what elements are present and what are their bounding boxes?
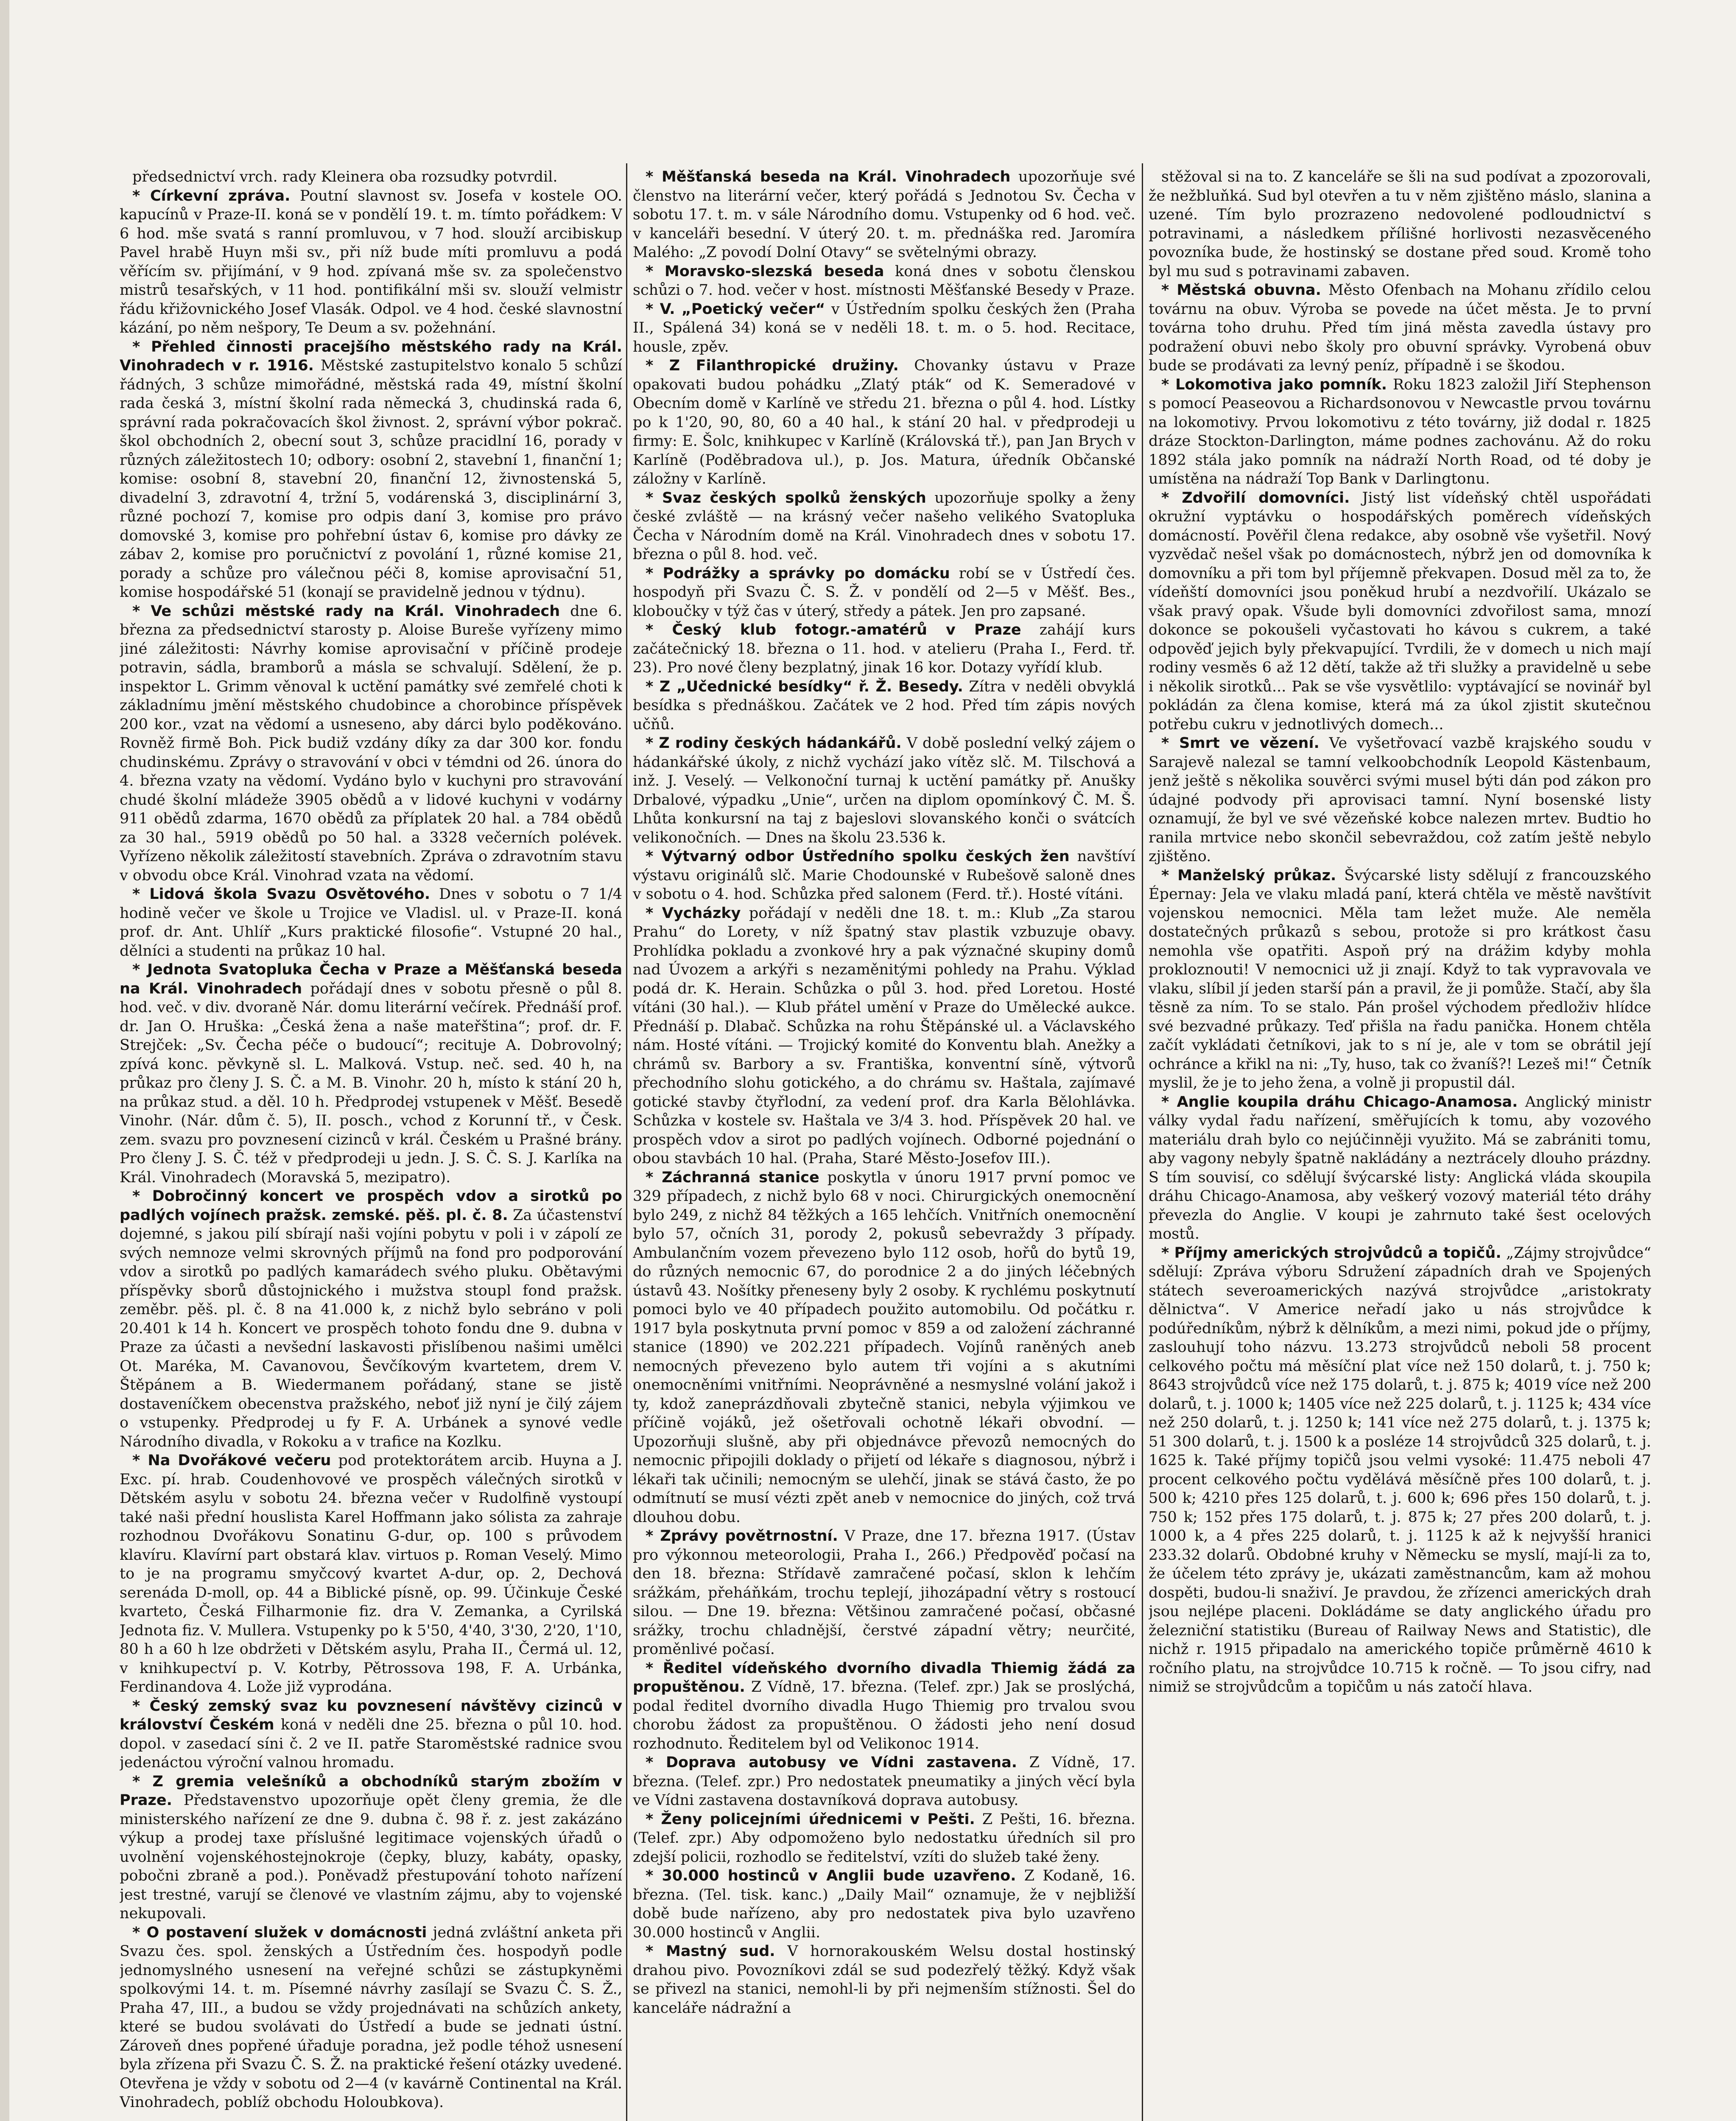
article-headline: * Církevní zpráva.: [132, 187, 290, 204]
article-paragraph: [120, 885, 622, 960]
article-text: pod protektorátem arcib. Huyna a J. Exc. pí. hrab. Coudenhovové ve prospěch válečných sirotků v Dětském asylu v sobotu 24. března večer v Rudolfině vystoupí také naši přední houslista Karel Hoffmann jako sólista za zahraje rozhodnou Dvořákovu Sonatinu G-dur, op. 100 s průvodem klavíru. Klavírní part obstará klav. virtuos p. Roman Veselý. Mimo to je na programu smyčcový kvartet A-dur, op. 2, Dechová serenáda D-moll, op. 44 a Biblické písně, op. 99. Účinkuje České kvarteto, Česká Filharmonie fiz. dra V. Zemanka, a Cyrilská Jednota fiz. V. Mullera. Vstupenky po k 5'50, 4'40, 3'30, 2'20, 1'10, 80 h a 60 h lze obdržeti v Dětském asylu, Praha II., Čermá ul. 12, v knihkupectví p. V. Kotrby, Pětrossova 198, F. A. Urbánka, Ferdinandova 4. Lože již vyprodána.: [120, 1452, 622, 1696]
article-headline: * Zprávy povětrnostní.: [646, 1528, 838, 1545]
article-text: Jistý list vídeňský chtěl uspořádati okružní vyptávku o hospodářských poměrech vídeňských domácností. Pověřil člena redakce, aby osobně vše vyšetřil. Nový vyzvědač nešel však po domácnostech, nýbrž jen od domovníka k domovníku a při tom byl příjemně překvapen. Dosud měl za to, že vídeňští domovníci jsou poněkud hrubí a nezdvořilí. Ukázalo se však pravý opak. Všude byli domovníci zdvořilost sama, mnozí dokonce se pokoušeli vyčastovati ho kávou s cukrem, a také odpověď jejich byly překvapující. Tvrdili, že v domech u nich mají rodiny vesměs 6 až 12 dětí, takže až tři služky a pravidelně u sebe i několik sirotků... Pak se vše vysvětlilo: vyptávající se novinář byl pokládán za člena komise, která má za úkol zjistit skutečnou potřebu cukru v jednotlivých domech...: [1149, 489, 1651, 733]
article-headline: * Ve schůzi městské rady na Král. Vinohradech: [132, 603, 560, 620]
article-paragraph: [120, 1697, 622, 1772]
article-paragraph: [633, 262, 1135, 300]
article-paragraph: [633, 847, 1135, 904]
article-text: Chovanky ústavu v Praze opakovati budou pohádku „Zlatý pták“ od K. Semeradové v Obecním domě v Karlíně ve středu 21. března o půl 4. hod. Lístky po k 1'20, 90, 80, 60 a 40 hal., k stání 20 hal. v předprodeji u firmy: E. Šolc, knihkupec v Karlíně (Královská tř.), pan Jan Brych v Karlíně (Poděbradova ul.), p. Jos. Matura, úředník Občanské záložny v Karlíně.: [633, 357, 1135, 487]
article-text: Anglický ministr války vydal řadu nařízení, směřujících k tomu, aby vozového materiálu drah bylo co nejúčinněji využito. Má se zabrániti tomu, aby vagony nebyly špatně nakládány a neztrácely dlouho prázdny. S tím souvisí, co sdělují švýcarské listy: Anglická vláda skoupila dráhu Chicago-Anamosa, aby veškerý vozový materiál této dráhy převezla do Anglie. V koupi je zahrnuto také šest ocelových mostů.: [1149, 1093, 1651, 1242]
scan-edge: [0, 0, 9, 2121]
article-text: koná dnes v sobotu členskou schůzi o 7. hod. večer v host. místnosti Měšťanské Besedy v Praze.: [633, 263, 1135, 299]
article-headline: * Příjmy amerických strojvůdců a topičů.: [1161, 1245, 1501, 1262]
article-headline: * Ženy policejními úřednicemi v Pešti.: [646, 1811, 975, 1828]
article-paragraph: [120, 1772, 622, 1923]
article-text: pořádají v neděli dne 18. t. m.: Klub „Za starou Prahu“ do Lorety, v níž špatný stav plastik vzbuzuje obavy. Prohlídka pokladu a zvonkové hry a pak význačné skupiny domů nad Úvozem a arkýři s nezaměnitými pohledy na Prahu. Výklad podá dr. K. Herain. Schůzka o půl 3. hod. před Loretou. Hosté vítáni (30 hal.). — Klub přátel umění v Praze do Umělecké aukce. Přednáší p. Dlabač. Schůzka na rohu Štěpánské ul. a Václavského nám. Hosté vítáni. — Trojický komité do Konventu blah. Anežky a chrámů sv. Barbory a sv. Františka, konventní síně, výtvorů přechodního slohu gotického, a do chrámu sv. Haštala, zajímavé gotické stavby čtyřlodní, za vedení prof. dra Karla Bělohlávka. Schůzka v kostele sv. Haštala ve 3/4 3. hod. Příspěvek 20 hal. ve prospěch vdov a sirot po padlých vojínech. Odborné pojednání o obou stavbách 10 hal. (Praha, Staré Město-Josefov III.).: [633, 904, 1135, 1167]
article-headline: * V. „Poetický večer“: [646, 301, 825, 318]
article-text: upozorňuje spolky a ženy české zvláště — na krásný večer našeho velikého Svatopluka Čecha v Národním domě na Král. Vinohradech dnes v sobotu 17. března o půl 8. hod. več.: [633, 489, 1135, 563]
article-paragraph: [1149, 866, 1651, 1093]
article-headline: * Smrt ve vězení.: [1161, 735, 1319, 752]
article-text: stěžoval si na to. Z kanceláře se šli na sud podívat a zpozorovali, že nežbluňká. Sud byl otevřen a tu v něm zjištěno máslo, slanina a uzené. Tím bylo prozrazeno nedovolené podloudnictví s potravinami, a následkem přílišné horlivosti nezasvěceného povozníka bude, že hostinský se dostane před soud. Kromě toho byl mu sud s potravinami zabaven.: [1149, 168, 1651, 280]
article-paragraph: [633, 1168, 1135, 1527]
article-headline: * Svaz českých spolků ženských: [646, 490, 926, 506]
article-paragraph: [633, 489, 1135, 564]
article-headline: * Zdvořilí domovníci.: [1161, 490, 1350, 506]
article-paragraph: [120, 960, 622, 1187]
article-paragraph: [1149, 281, 1651, 375]
article-headline: * Z rodiny českých hádankářů.: [646, 735, 902, 752]
article-headline: * Výtvarný odbor Ústředního spolku českých žen: [646, 848, 1070, 865]
article-paragraph: [1149, 1244, 1651, 1697]
article-paragraph: [120, 602, 622, 885]
article-headline: * Z Filanthropické družiny.: [646, 357, 899, 374]
article-headline: * Přehled činnosti pracejšího městského rady na Král. Vinohradech v r. 1916.: [120, 339, 622, 375]
article-headline: * Městská obuvna.: [1161, 282, 1321, 299]
article-paragraph: [120, 1451, 622, 1697]
article-headline: * O postavení služek v domácnosti: [132, 1924, 427, 1941]
article-paragraph: [633, 904, 1135, 1168]
article-text: Z Vídně, 17. března. (Telef. zpr.) Pro nedostatek pneumatiky a jiných věcí byla ve Vídni zastavena dostavníková doprava autobusy.: [633, 1754, 1135, 1809]
article-headline: * Anglie koupila dráhu Chicago-Anamosa.: [1161, 1094, 1518, 1111]
article-headline: * Podrážky a správky po domácku: [646, 565, 950, 582]
article-text: „Zájmy strojvůdce“ sdělují: Zpráva výboru Sdružení západních drah ve Spojených státech severoamerických nazývá strojvůdce „aristokraty dělnictva“. V Americe neřadí jako u nás strojvůdce k podúředníkům, nýbrž k dělníkům, a mezi nimi, pokud jde o příjmy, zaslouhují toho názvu. 13.273 strojvůdců neboli 58 procent celkového počtu má měsíční plat více než 150 dolarů, t. j. 750 k; 8643 strojvůdců více než 175 dolarů, t. j. 875 k; 4019 více než 200 dolarů, t. j. 1000 k; 1405 více než 225 dolarů, t. j. 1125 k; 434 více než 250 dolarů, t. j. 1250 k; 141 více než 275 dolarů, t. j. 1375 k; 51 300 dolarů, t. j. 1500 k a posléze 14 strojvůdců 325 dolarů, t. j. 1625 k. Také příjmy topičů jsou velmi vysoké: 11.475 neboli 47 procent celkového počtu vydělává měsíčně přes 100 dolarů, t. j. 500 k; 4210 přes 125 dolarů, t. j. 600 k; 696 přes 150 dolarů, t. j. 750 k; 152 přes 175 dolarů, t. j. 875 k; 27 přes 200 dolarů, t. j. 1000 k, a 4 přes 225 dolarů, t. j. 1125 k až k nejvyšší hranici 233.32 dolarů. Obdobné kruhy v Německu se myslí, mají-li za to, že účelem této zprávy je, ukázati zaměstnancům, kam až mohou dospěti, budou-li snaživí. Je pravdou, že zřízenci amerických drah jsou nejlépe placeni. Dokládáme se daty anglického úřadu pro železniční statistiku (Bureau of Railway News and Statistic), dle nichž r. 1915 připadalo na amerického topiče průměrně 4610 k ročního platu, na strojvůdce 10.715 k ročně. — To jsou cifry, nad nimiž se strojvůdcům a topičům u nás zatočí hlava.: [1149, 1244, 1651, 1696]
article-headline: * Z gremia velešníků a obchodníků starým zbožím v Praze.: [120, 1773, 622, 1809]
article-headline: * Měšťanská beseda na Král. Vinohradech: [646, 168, 1010, 185]
article-text: Dnes v sobotu o 7 1/4 hodině večer ve škole u Trojice ve Vladisl. ul. v Praze-II. koná prof. dr. Ant. Uhlíř „Kurs praktické filosofie“. Vstupné 20 hal., dělníci a studenti na průkaz 10 hal.: [120, 886, 622, 960]
article-text: V hornorakouském Welsu dostal hostinský drahou pivo. Povozníkovi zdál se sud podezřelý těžký. Když však se přivezl na stanici, nemohl-li by při nejmenším stížnosti. Šel do kanceláře nádražní a: [633, 1943, 1135, 2017]
article-headline: * Lidová škola Svazu Osvětového.: [132, 886, 430, 903]
article-text: navštíví výstavu originálů slč. Marie Chodounské v Rubešově saloně dnes v sobotu o 4. hod. Schůzka před salonem (Ferd. tř.). Hosté vítáni.: [633, 848, 1135, 903]
column-1: [120, 168, 622, 2121]
article-text: Švýcarské listy sdělují z francouzského Épernay: Jela ve vlaku mladá paní, která chtěla ve městě navštívit vojenskou nemocnici. Měla tam ležet muže. Ale neměla dostatečných průkazů s sebou, protože si pro krátkost času nemohla vše opatřiti. Aspoň prý na drážim kdyby mohla prokloznouti! V nemocnici už ji znají. Když to tak vypravovala ve vlaku, slíbil jí jeden starší pán a pravil, že ji pomůže. Stačí, aby šla těsně za ním. To se stalo. Pán prošel východem předloživ hlídce své bezvadné průkazy. Teď přišla na řadu panička. Honem chtěla začít vykládati četníkovi, jak to s ní je, ale v tom se obrátil její ochránce a křikl na ni: „Ty, huso, tak co žvaníš?! Lezeš mi!“ Četník myslil, že je to jeho žena, a volně ji propustil dál.: [1149, 867, 1651, 1091]
article-text: v Ústředním spolku českých žen (Praha II., Spálená 34) koná se v neděli 18. t. m. o 5. hod. Recitace, housle, zpěv.: [633, 300, 1135, 355]
article-headline: * Moravsko-slezská beseda: [646, 263, 884, 280]
article-text: koná v neděli dne 25. března o půl 10. hod. dopol. v zasedací síni č. 2 ve II. patře Staroměstské radnice svou jedenáctou výroční valnou hromadu.: [120, 1716, 622, 1771]
article-headline: * Lokomotiva jako pomník.: [1161, 376, 1387, 393]
article-paragraph: [633, 677, 1135, 734]
article-paragraph: [633, 356, 1135, 489]
article-paragraph: [633, 1942, 1135, 2017]
article-paragraph: [1149, 1093, 1651, 1244]
article-headline: * Český zemský svaz ku povznesení návštěvy cizinců v království Českém: [120, 1698, 622, 1734]
article-paragraph: [120, 1923, 622, 2112]
article-text: předsednictví vrch. rady Kleinera oba rozsudky potvrdil.: [132, 168, 558, 185]
article-headline: * Jednota Svatopluka Čecha v Praze a Měšťanská beseda na Král. Vinohradech: [120, 961, 622, 997]
article-text: poskytla v únoru 1917 první pomoc ve 329 případech, z nichž bylo 68 v noci. Chirurgických onemocnění bylo 249, z nichž 84 těžkých a 165 lehčích. Vnitřních onemocnění bylo 57, očních 31, porody 2, pokusů sebevraždy 3 případy. Ambulančním vozem převezeno bylo 112 osob, hořů do bytů 19, do různých nemocnic 67, do porodnice 2 a do jiných léčebných ústavů 43. Nošítky přeneseny byly 2 osoby. K rychlému poskytnutí pomoci bylo ve 40 případech použito automobilu. Od počátku r. 1917 byla poskytnuta první pomoc v 859 a od založení záchranné stanice (1890) ve 202.221 případech. Vojínů raněných aneb nemocných převezeno bylo autem tři vojíni a s akutními onemocněními vnitřními. Neoprávněné a nesmyslné volání jakož i ty, kdož zaneprázdňovali zbytečně stanici, nebyla výjimkou ve příčině vojáků, jež ošetřovali ochotně lékaři obvodní. — Upozorňuji slušně, aby při objednávce převozů nemocných do nemocnic připojili doklady o přijetí od lékaře s diagnosou, nýbrž i lékaři tak učinili; nemocným se ulehčí, jinak se stává často, že po odmítnutí se musí vézti zpět aneb v nemocnice do jiných, což trvá dlouhou dobu.: [633, 1169, 1135, 1526]
article-paragraph: [120, 168, 622, 187]
article-paragraph: [1149, 375, 1651, 489]
article-paragraph: [120, 338, 622, 602]
article-text: V Praze, dne 17. března 1917. (Ústav pro výkonnou meteorologii, Praha I., 266.) Předpověď počasí na den 18. března: Střídavě zamračené počasí, sklon k lehčím srážkám, přeháňkám, trochu teplejí, jihozápadní větry s rostoucí silou. — Dne 19. března: Většinou zamračené počasí, občasné srážky, trochu chladnější, čerstvé západní větry; neurčité, proměnlivé počasí.: [633, 1528, 1135, 1658]
article-paragraph: [633, 300, 1135, 357]
article-headline: * Na Dvořákové večeru: [132, 1452, 331, 1469]
column-2: [633, 168, 1135, 2121]
article-headline: * Z „Učednické besídky“ ř. Ž. Besedy.: [646, 678, 963, 695]
article-headline: * 30.000 hostinců v Anglii bude uzavřeno.: [646, 1867, 1016, 1884]
article-paragraph: [1149, 489, 1651, 734]
article-paragraph: [633, 1810, 1135, 1867]
article-paragraph: [633, 1659, 1135, 1754]
article-paragraph: [633, 621, 1135, 677]
article-paragraph: [1149, 734, 1651, 866]
article-paragraph: [120, 1187, 622, 1451]
article-text: Městské zastupitelstvo konalo 5 schůzí řádných, 3 schůze mimořádné, městská rada 49, místní školní rada česká 3, místní školní rada německá 3, chudinská rada 6, správní rada pokračovacích škol živnost. 2, správní výbor pokrač. škol obchodních 2, obecní sout 3, schůze pracidlní 16, porady v různých záležitostech 10; odbory: osobní 2, stavební 1, finanční 1; komise: osobní 8, stavební 20, finanční 12, živnostenská 5, divadelní 3, zdravotní 4, tržní 5, vodárenská 3, disciplinární 3, různé pochozí 7, komise pro odpis daní 3, komise pro právo domovské 3, komise pro pohřební ústav 6, komise pro dávky ze zábav 2, komise pro poručnictví z povolání 1, různé komise 21, porady a schůze pro válečnou péči 8, komise aprovisační 51, komise hospodářské 51 (konají se pravidelně jednou v týdnu).: [120, 357, 622, 601]
column-3: [1149, 168, 1651, 2121]
article-text: upozorňuje své členstvo na literární večer, který pořádá s Jednotou Sv. Čecha v sobotu 17. t. m. v sále Národního domu. Vstupenky od 6 hod. več. v kanceláři besední. V úterý 20. t. m. přednáška red. Jaromíra Malého: „Z povodí Dolní Otavy“ se světelnými obrazy.: [633, 168, 1135, 261]
article-headline: * Doprava autobusy ve Vídni zastavena.: [646, 1754, 1017, 1771]
article-headline: * Ředitel vídeňského dvorního divadla Thiemig žádá za propuštěnou.: [633, 1660, 1135, 1696]
article-text: Z Vídně, 17. března. (Telef. zpr.) Jak se proslýchá, podal ředitel dvorního divadla Hugo Thiemig pro trvalou svou chorobu žádost za propuštěnou. O žádosti jeho není dosud rozhodnuto. Ředitelem byl od Velikonoc 1914.: [633, 1679, 1135, 1752]
article-headline: * Manželský průkaz.: [1161, 867, 1336, 884]
article-paragraph: [633, 168, 1135, 262]
article-text: zahájí kurs začátečnický 18. března o 11. hod. v atelieru (Praha I., Ferd. tř. 23). Pro nové členy bezplatný, jinak 16 kor. Dotazy vyřídí klub.: [633, 621, 1135, 676]
article-paragraph: [633, 1527, 1135, 1659]
article-text: jedná zvláštní anketa při Svazu čes. spol. ženských a Ústředním čes. hospodyň podle jednomyslného usnesení na veřejné schůzi se zástupkyněmi spolkovými 14. t. m. Písemné návrhy zasílají se Svazu Č. S. Ž., Praha 47, III., a budou se vždy projednávati na schůzích ankety, které se budou svolávati do Ústředí a bude se jednati ústní. Zároveň dnes popřené úřaduje poradna, jež podle téhož usnesení byla zřízena při Svazu Č. S. Ž. na praktické řešení otázky uvedené. Otevřena je vždy v sobotu od 2—4 (v kavárně Continental na Král. Vinohradech, poblíž obchodu Holoubkova).: [120, 1924, 622, 2111]
article-text: Z Pešti, 16. března. (Telef. zpr.) Aby odpomoženo bylo nedostatku úředních sil pro zdejší policii, rozhodlo se ředitelství, vzíti do služeb také ženy.: [633, 1810, 1135, 1866]
article-paragraph: [633, 1866, 1135, 1942]
article-headline: * Záchranná stanice: [646, 1169, 819, 1186]
article-text: Město Ofenbach na Mohanu zřídilo celou továrnu na obuv. Výroba se povede na účet města. Je to první továrna toho druhu. Před tím jiná města zavedla ústavy pro podražení obuvi nebo školy pro obuvní správky. Vyrobená obuv bude se prodávati za levný peníz, případně i se škodou.: [1149, 282, 1651, 374]
article-headline: * Vycházky: [646, 905, 741, 922]
article-headline: * Mastný sud.: [646, 1943, 775, 1960]
column-rule: [1142, 163, 1143, 2121]
article-text: V době poslední velký zájem o hádankářské úkoly, z nichž vychází jako vítěz slč. M. Tilschová a inž. J. Veselý. — Velkonoční turnaj k uctění památky př. Anušky Drbalové, výpadku „Unie“, určen na diplom opomínkový Č. M. Š. Lhůta konkursní na taj z bajeslovi slovanského konči o svátcích velikonočních. — Dnes na školu 23.536 k.: [633, 735, 1135, 846]
article-paragraph: [1149, 168, 1651, 281]
article-paragraph: [633, 734, 1135, 847]
article-text: pořádají dnes v sobotu přesně o půl 8. hod. več. v div. dvoraně Nár. domu literární večírek. Přednáší prof. dr. Jan O. Hruška: „Česká žena a naše mateřština“; prof. dr. F. Strejček: „Sv. Čecha péče o budoucí“; recituje A. Dobrovolný; zpívá konc. pěvkyně sl. L. Malková. Vstup. neč. sed. 40 h, na průkaz pro členy J. S. Č. a M. B. Vinohr. 20 h, místo k stání 20 h, na průkaz stud. a děl. 10 h. Předprodej vstupenek v Měšť. Besedě Vinohr. (Nár. dům č. 5), II. posch., vchod z Korunní tř., v Česk. zem. svazu pro povznesení cizinců v král. Českém u Prašné brány. Pro členy J. S. Č. též v předprodeji u jedn. J. S. Č. S. J. Karlíka na Král. Vinohradech (Moravská 5, mezipatro).: [120, 980, 622, 1186]
article-text: Představenstvo upozorňuje opět členy gremia, že dle ministerského nařízení ze dne 9. dubna č. 98 ř. z. jest zakázáno výkup a prodej taxe příslušné legitimace vojenských úřadů o uvolnění vojenskéhostejnokroje (čepky, bluzy, kabáty, opasky, pobočni zbraně a pod.). Poněvadž přestupování tohoto nařízení jest trestné, varují se členové ve vlastním zájmu, aby to vojenské nekupovali.: [120, 1792, 622, 1922]
column-rule: [626, 163, 627, 2121]
article-text: Z Kodaně, 16. března. (Tel. tisk. kanc.) „Daily Mail“ oznamuje, že v nejbližší době bude nařízeno, aby pro nedostatek piva bylo uzavřeno 30.000 hostinců v Anglii.: [633, 1867, 1135, 1941]
article-paragraph: [120, 187, 622, 338]
article-text: dne 6. března za předsednictví starosty p. Aloise Bureše vyřízeny mimo jiné záležitosti: Návrhy komise aprovisační v příčině prodeje potravin, sádla, bramborů a másla se schvalují. Sdělení, že p. inspektor L. Grimm věnoval k uctění památky své zemřelé choti k základnímu jmění městského chudobince a chorobince příspěvek 200 kor., vzat na vědomí a usneseno, aby dárci bylo poděkováno. Rovněž firmě Boh. Pick budiž vzdány díky za dar 300 kor. fondu chudinskému. Zprávy o stravování v obci v témdni od 26. února do 4. března vzaty na vědomí. Vydáno bylo v kuchyni pro stravování chudé školní mládeže 3905 obědů a v lidové kuchyni v vodárny 911 obědů zdarma, 1670 obědů za příplatek 20 hal. a 784 obědů za 30 hal., 5919 obědů po 50 hal. a 3328 večerních polévek. Vyřízeno několik záležitostí stavebních. Zpráva o zdravotním stavu v obvodu obce Král. Vinohrad vzata na vědomí.: [120, 602, 622, 884]
article-text: Ve vyšetřovací vazbě krajského soudu v Sarajevě nalezal se tamní velkoobchodník Leopold Kästenbaum, jenž ještě s několika souvěrci svými musel býti dán pod zákon pro údajné podvody při aprovisaci tamní. Nyní bosenské listy oznamují, že byl ve své vězeňské kobce nalezen mrtev. Budtio ho ranila mrtvice nebo skončil sebevraždou, což zatím ještě nebylo zjištěno.: [1149, 735, 1651, 865]
article-paragraph: [633, 564, 1135, 621]
article-headline: * Český klub fotogr.-amatérů v Praze: [646, 621, 1021, 638]
article-text: robí se v Ústředí čes. hospodyň při Svazu Č. S. Ž. v pondělí od 2—5 v Měšť. Bes., kloboučky v týž čas v úterý, středy a pátek. Jen pro zapsané.: [633, 565, 1135, 620]
article-headline: * Dobročinný koncert ve prospěch vdov a sirotků po padlých vojínech pražsk. zemské. pěš. pl. č. 8.: [120, 1188, 622, 1224]
article-text: Zítra v neděli obvyklá besídka s přednáškou. Začátek ve 2 hod. Před tím zápis nových učňů.: [633, 678, 1135, 733]
article-text: Poutní slavnost sv. Josefa v kostele OO. kapucínů v Praze-II. koná se v pondělí 19. t. m. tímto pořádkem: V 6 hod. mše svatá s ranní promluvou, v 7 hod. slouží arcibiskup Pavel hrabě Huyn mši sv., při níž bude míti promluvu a podá věřícím sv. přijímání, v 9 hod. zpívaná mše sv. za společenstvo mistrů tesařských, v 11 hod. pontifikální mši sv. slouží velmistr řádu křižovnického Josef Vlasák. Odpol. ve 4 hod. české slavnostní kázání, po něm nešpory, Te Deum a sv. požehnání.: [120, 187, 622, 336]
article-paragraph: [633, 1753, 1135, 1810]
article-text: Za účastenství dojemné, s jakou pilí sbírají naši vojíni pobytu v poli i v zápolí ze svých nemnoze velmi skrovných příjmů na fond pro podporování vdov a sirotků po padlých kamarádech svého pluku. Obětavými příspěvky sborů důstojnického i mužstva stoupl fond pražsk. zeměbr. pěš. pl. č. 8 na 41.000 k, z nichž bylo sebráno v poli 20.401 k 14 h. Koncert ve prospěch tohoto fondu dne 9. dubna v Praze za účasti a nevšední laskavosti přislíbenou našimi umělci Ot. Maréka, M. Cavanovou, Ševčíkovým kvartetem, drem V. Štěpánem a B. Wiedermanem pořádaný, stane se jistě dostaveníčkem obecenstva pražského, neboť již nyní je čilý zájem o vstupenky. Předprodej u fy F. A. Urbánek a synové vedle Národního divadla, v Rokoku a v trafice na Kozlku.: [120, 1206, 622, 1450]
article-text: Roku 1823 založil Jiří Stephenson s pomocí Peaseovou a Richardsonovou v Newcastle prvou továrnu na lokomotivy. Prvou lokomotivu z této továrny, již dodal r. 1825 dráze Stockton-Darlington, máme podnes zachovánu. Až do roku 1892 stála jako pomník na nádraží North Road, od té doby je umístěna na nádraží Top Bank v Darlingtonu.: [1149, 376, 1651, 487]
